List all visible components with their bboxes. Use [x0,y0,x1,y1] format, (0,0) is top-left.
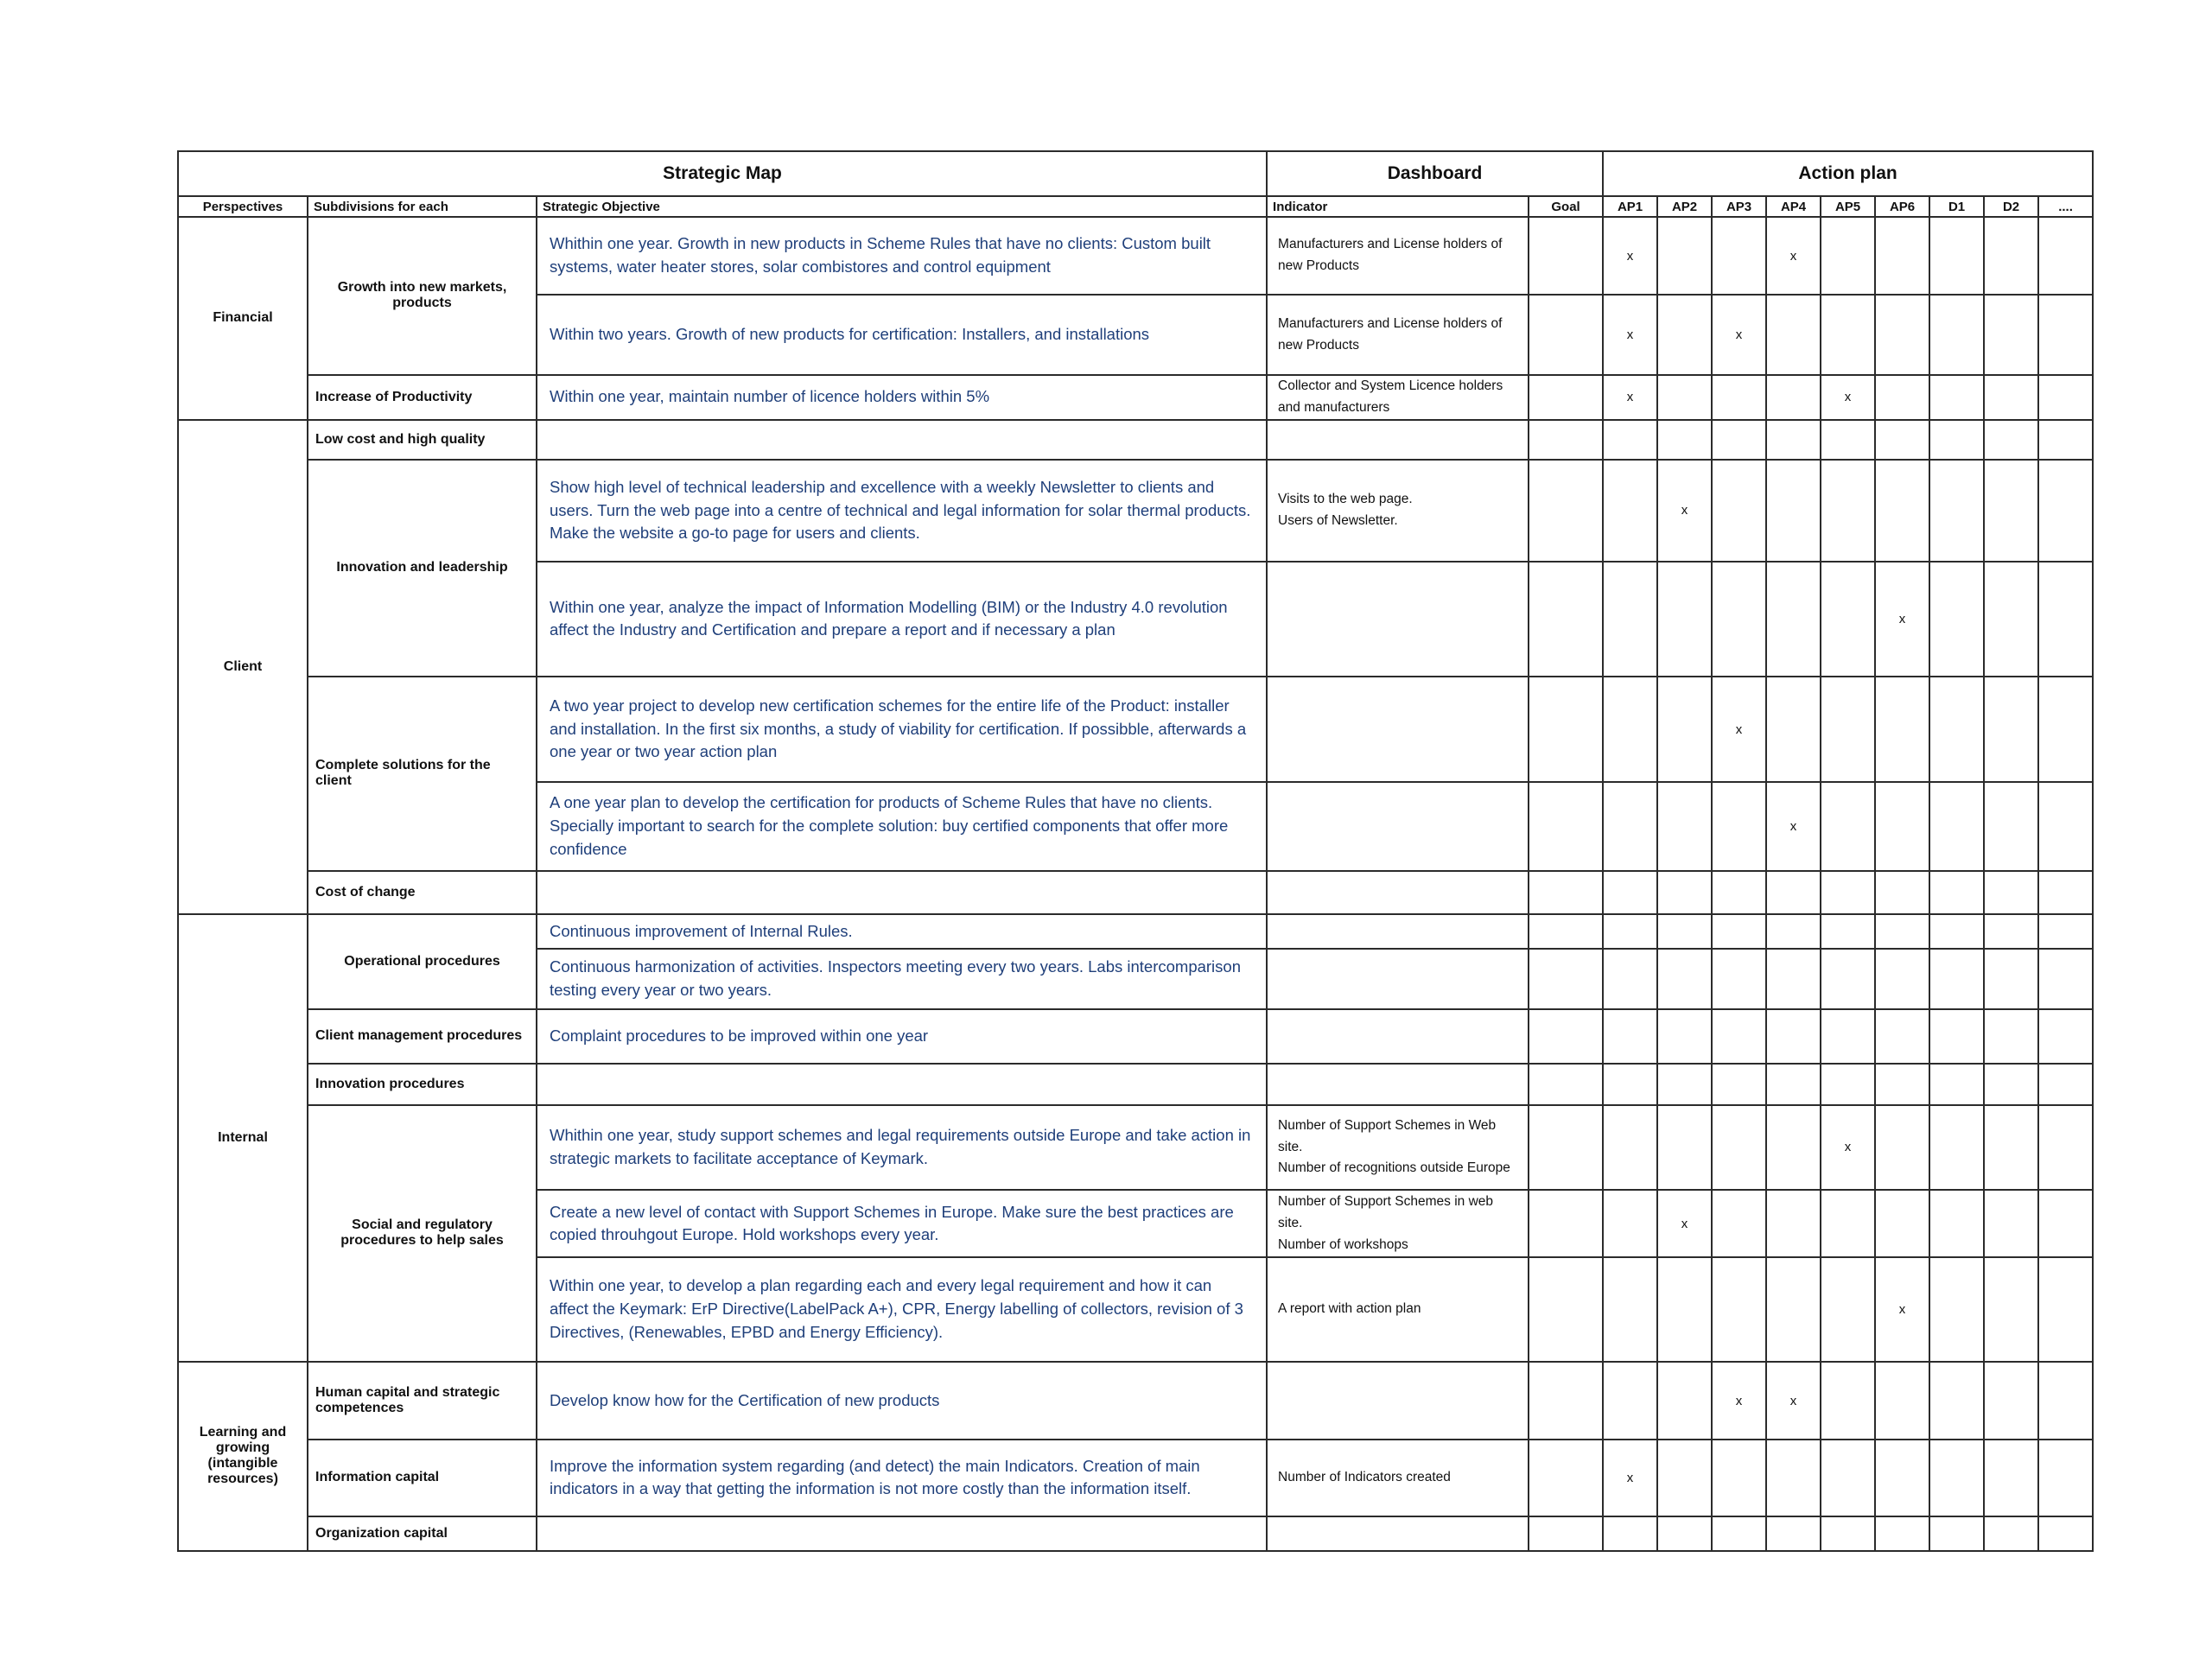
action-cell-ap5 [1821,1064,1875,1105]
indicator-cell [1267,871,1529,914]
indicator-cell: A report with action plan [1267,1257,1529,1361]
action-cell-d2 [1984,1105,2038,1190]
action-cell-ap4 [1766,871,1821,914]
action-cell-d1 [1929,295,1984,374]
action-cell-ap3 [1712,375,1766,420]
col-more: .... [2038,196,2093,217]
action-cell-ap3 [1712,677,1766,783]
action-cell-ap5 [1821,1362,1875,1440]
action-cell-d2 [1984,1362,2038,1440]
action-cell-ap3 [1712,420,1766,460]
action-cell-ap6 [1875,1362,1929,1440]
indicator-cell [1267,677,1529,783]
indicator-cell: Collector and System Licence holders and manufacturers [1267,375,1529,420]
goal-cell [1529,420,1603,460]
action-cell-ap6 [1875,1009,1929,1063]
col-ap3: AP3 [1712,196,1766,217]
action-cell-d1 [1929,782,1984,870]
indicator-cell [1267,562,1529,677]
action-cell-ap2 [1657,460,1712,562]
action-mark: x [1898,1302,1906,1318]
action-cell-d1 [1929,949,1984,1009]
action-cell-d2 [1984,1516,2038,1551]
subdivision-cell: Innovation procedures [308,1064,537,1105]
objective-cell: Within one year, to develop a plan regarding each and every legal requirement and how it can affect the Keymark: ErP Directive(LabelPack A+), CPR, Energy labelling of collectors, revision of 3 Directives, (Renewables, EPBD and Energy Efficiency). [537,1257,1267,1361]
column-header-row [178,196,2093,217]
action-cell-ap5 [1821,375,1875,420]
indicator-cell [1267,1064,1529,1105]
col-d1: D1 [1929,196,1984,217]
objective-cell: Within two years. Growth of new products for certification: Installers, and installations [537,295,1267,374]
action-mark: x [1626,390,1634,405]
goal-cell [1529,375,1603,420]
col-objective: Strategic Objective [537,196,1267,217]
goal-cell [1529,1190,1603,1257]
action-cell-ap5 [1821,1516,1875,1551]
action-cell-ap5 [1821,1257,1875,1361]
action-cell-ap5 [1821,1009,1875,1063]
action-cell-ap1 [1603,295,1657,374]
perspective-cell: Client [178,420,308,914]
goal-cell [1529,871,1603,914]
action-cell-ap2 [1657,1516,1712,1551]
action-mark: x [1626,248,1634,264]
strategic-map-header: Strategic Map [178,151,1267,196]
action-cell- [2038,1362,2093,1440]
action-cell-ap1 [1603,949,1657,1009]
action-cell-ap2 [1657,782,1712,870]
action-cell-ap3 [1712,1105,1766,1190]
action-cell-ap3 [1712,1190,1766,1257]
action-cell-ap4 [1766,420,1821,460]
action-mark: x [1626,1470,1634,1485]
action-cell-d2 [1984,460,2038,562]
action-cell-ap4 [1766,295,1821,374]
action-cell-d2 [1984,420,2038,460]
table-row [178,420,2093,460]
action-cell-ap4 [1766,1257,1821,1361]
action-cell-ap5 [1821,460,1875,562]
action-cell- [2038,562,2093,677]
action-cell-ap6 [1875,1064,1929,1105]
objective-cell: Within one year, analyze the impact of Information Modelling (BIM) or the Industry 4.0 revolution affect the Industry and Certification and prepare a report and if necessary a plan [537,562,1267,677]
action-cell-ap3 [1712,295,1766,374]
subdivision-cell: Innovation and leadership [308,460,537,677]
indicator-cell: Visits to the web page. Users of Newsletter. [1267,460,1529,562]
action-cell-ap5 [1821,295,1875,374]
goal-cell [1529,460,1603,562]
action-cell- [2038,1105,2093,1190]
goal-cell [1529,217,1603,295]
action-cell-ap5 [1821,949,1875,1009]
action-cell-d2 [1984,1257,2038,1361]
indicator-cell [1267,949,1529,1009]
action-cell-ap5 [1821,914,1875,949]
col-d2: D2 [1984,196,2038,217]
action-cell-ap1 [1603,1257,1657,1361]
table-row [178,217,2093,295]
action-cell-ap4 [1766,217,1821,295]
table-row [178,1516,2093,1551]
action-cell- [2038,1440,2093,1516]
action-cell-d1 [1929,217,1984,295]
action-cell-ap4 [1766,460,1821,562]
action-cell-ap5 [1821,1105,1875,1190]
action-cell-ap2 [1657,1257,1712,1361]
objective-cell: Improve the information system regarding (and detect) the main Indicators. Creation of main indicators in a way that getting the information is not more costly than the information itself. [537,1440,1267,1516]
table-row [178,914,2093,949]
action-cell-d1 [1929,871,1984,914]
subdivision-cell: Information capital [308,1440,537,1516]
action-cell- [2038,677,2093,783]
perspective-cell: Financial [178,217,308,420]
indicator-cell: Manufacturers and License holders of new Products [1267,217,1529,295]
action-cell-ap6 [1875,914,1929,949]
goal-cell [1529,1516,1603,1551]
action-cell-ap6 [1875,949,1929,1009]
action-cell-d1 [1929,677,1984,783]
action-plan-header: Action plan [1603,151,2093,196]
action-cell-ap1 [1603,1105,1657,1190]
strategic-plan-table [177,150,2094,1552]
action-cell-d1 [1929,914,1984,949]
dashboard-header: Dashboard [1267,151,1603,196]
indicator-cell [1267,1009,1529,1063]
action-cell-ap3 [1712,1257,1766,1361]
action-cell-ap4 [1766,1516,1821,1551]
action-mark: x [1735,1393,1743,1408]
action-cell-ap6 [1875,782,1929,870]
action-cell-ap3 [1712,1009,1766,1063]
subdivision-cell: Human capital and strategic competences [308,1362,537,1440]
action-cell- [2038,1009,2093,1063]
indicator-cell: Number of Indicators created [1267,1440,1529,1516]
goal-cell [1529,677,1603,783]
objective-cell: Develop know how for the Certification of new products [537,1362,1267,1440]
action-cell-ap1 [1603,1362,1657,1440]
col-ap5: AP5 [1821,196,1875,217]
action-cell-ap1 [1603,1440,1657,1516]
goal-cell [1529,1440,1603,1516]
action-cell-d1 [1929,1516,1984,1551]
action-cell-ap6 [1875,375,1929,420]
action-cell-ap2 [1657,1440,1712,1516]
col-ap4: AP4 [1766,196,1821,217]
action-cell-ap5 [1821,420,1875,460]
table-row [178,1362,2093,1440]
col-ap2: AP2 [1657,196,1712,217]
objective-cell: A two year project to develop new certification schemes for the entire life of the Product: installer and installation. In the first six months, a study of viability for certification. If possibble, afterwards a one year or two year action plan [537,677,1267,783]
action-cell-ap3 [1712,949,1766,1009]
action-cell-ap4 [1766,1009,1821,1063]
action-cell- [2038,1190,2093,1257]
goal-cell [1529,914,1603,949]
action-cell-d2 [1984,1064,2038,1105]
action-cell-ap3 [1712,1362,1766,1440]
action-cell- [2038,871,2093,914]
table-row [178,677,2093,783]
action-cell-d2 [1984,782,2038,870]
action-cell-ap2 [1657,1190,1712,1257]
action-cell-ap4 [1766,677,1821,783]
action-cell- [2038,420,2093,460]
goal-cell [1529,1257,1603,1361]
action-cell-d1 [1929,1009,1984,1063]
subdivision-cell: Complete solutions for the client [308,677,537,871]
action-mark: x [1898,611,1906,626]
subdivision-cell: Client management procedures [308,1009,537,1063]
action-cell-ap3 [1712,1064,1766,1105]
action-cell- [2038,295,2093,374]
col-ap6: AP6 [1875,196,1929,217]
indicator-cell [1267,782,1529,870]
action-cell-d2 [1984,949,2038,1009]
action-mark: x [1735,721,1743,737]
table-body [178,217,2093,1551]
action-cell-ap1 [1603,1516,1657,1551]
action-cell-ap1 [1603,677,1657,783]
super-header-row [178,151,2093,196]
objective-cell [537,871,1267,914]
action-cell-ap6 [1875,460,1929,562]
action-cell-ap1 [1603,782,1657,870]
action-cell-ap2 [1657,375,1712,420]
action-cell-ap2 [1657,295,1712,374]
action-cell-ap1 [1603,420,1657,460]
action-cell-ap1 [1603,1064,1657,1105]
subdivision-cell: Organization capital [308,1516,537,1551]
action-cell-ap2 [1657,677,1712,783]
action-cell-ap1 [1603,871,1657,914]
action-cell-ap3 [1712,871,1766,914]
table-row [178,375,2093,420]
col-indicator: Indicator [1267,196,1529,217]
strategic-plan-sheet [177,150,2091,1552]
action-cell- [2038,1257,2093,1361]
action-cell-d1 [1929,1064,1984,1105]
action-cell-ap1 [1603,914,1657,949]
action-cell-ap2 [1657,914,1712,949]
action-cell-ap4 [1766,562,1821,677]
action-mark: x [1789,1393,1797,1408]
action-cell-ap5 [1821,1440,1875,1516]
goal-cell [1529,1362,1603,1440]
subdivision-cell: Low cost and high quality [308,420,537,460]
action-cell-ap3 [1712,1440,1766,1516]
action-cell-ap2 [1657,217,1712,295]
goal-cell [1529,562,1603,677]
action-mark: x [1844,390,1852,405]
action-cell-ap4 [1766,1105,1821,1190]
action-cell-ap3 [1712,1516,1766,1551]
action-cell-ap5 [1821,871,1875,914]
action-cell-d1 [1929,1362,1984,1440]
action-cell- [2038,460,2093,562]
action-cell-ap3 [1712,217,1766,295]
objective-cell: Whithin one year, study support schemes and legal requirements outside Europe and take action in strategic markets to facilitate acceptance of Keymark. [537,1105,1267,1190]
action-cell-ap4 [1766,1362,1821,1440]
action-cell-ap6 [1875,1440,1929,1516]
table-row [178,1440,2093,1516]
action-cell- [2038,217,2093,295]
action-cell-d2 [1984,1009,2038,1063]
objective-cell: Within one year, maintain number of licence holders within 5% [537,375,1267,420]
col-goal: Goal [1529,196,1603,217]
action-cell-ap5 [1821,677,1875,783]
action-cell-d2 [1984,562,2038,677]
action-cell-ap4 [1766,914,1821,949]
objective-cell [537,1516,1267,1551]
indicator-cell [1267,1516,1529,1551]
action-cell-ap1 [1603,1190,1657,1257]
action-mark: x [1681,503,1688,518]
action-cell-ap2 [1657,1064,1712,1105]
action-cell-d1 [1929,562,1984,677]
action-cell-ap2 [1657,1362,1712,1440]
action-cell-ap1 [1603,460,1657,562]
action-cell-ap6 [1875,420,1929,460]
action-cell-ap2 [1657,1009,1712,1063]
action-cell-d1 [1929,460,1984,562]
action-cell-ap6 [1875,295,1929,374]
action-cell-d1 [1929,1105,1984,1190]
goal-cell [1529,295,1603,374]
action-cell-ap6 [1875,217,1929,295]
action-cell-d2 [1984,217,2038,295]
action-cell-ap1 [1603,217,1657,295]
action-mark: x [1789,248,1797,264]
objective-cell: Whithin one year. Growth in new products in Scheme Rules that have no clients: Custom built systems, water heater stores, solar combistores and control equipment [537,217,1267,295]
action-cell-d1 [1929,1440,1984,1516]
action-cell-ap2 [1657,949,1712,1009]
action-cell-ap6 [1875,1190,1929,1257]
action-cell-ap1 [1603,1009,1657,1063]
action-cell-d1 [1929,1190,1984,1257]
objective-cell: Continuous improvement of Internal Rules. [537,914,1267,949]
action-cell-ap2 [1657,871,1712,914]
action-cell-ap4 [1766,1440,1821,1516]
action-mark: x [1681,1216,1688,1231]
action-cell-ap3 [1712,782,1766,870]
action-mark: x [1626,327,1634,343]
col-subdivisions: Subdivisions for each [308,196,537,217]
action-cell-ap1 [1603,562,1657,677]
action-cell-ap3 [1712,914,1766,949]
action-cell-ap5 [1821,562,1875,677]
table-row [178,1009,2093,1063]
objective-cell: Continuous harmonization of activities. Inspectors meeting every two years. Labs intercomparison testing every year or two years. [537,949,1267,1009]
action-cell- [2038,1516,2093,1551]
action-cell-ap1 [1603,375,1657,420]
action-cell-ap2 [1657,1105,1712,1190]
goal-cell [1529,949,1603,1009]
objective-cell: Create a new level of contact with Support Schemes in Europe. Make sure the best practices are copied throuhgout Europe. Hold workshops every year. [537,1190,1267,1257]
action-cell-ap5 [1821,217,1875,295]
goal-cell [1529,782,1603,870]
table-row [178,460,2093,562]
action-cell-d2 [1984,295,2038,374]
objective-cell: A one year plan to develop the certification for products of Scheme Rules that have no clients. Specially important to search for the complete solution: buy certified components that offer more confidence [537,782,1267,870]
table-row [178,1064,2093,1105]
subdivision-cell: Growth into new markets, products [308,217,537,375]
action-cell-ap6 [1875,1257,1929,1361]
objective-cell: Complaint procedures to be improved within one year [537,1009,1267,1063]
action-cell-d2 [1984,1190,2038,1257]
action-cell-d2 [1984,677,2038,783]
action-cell-ap3 [1712,460,1766,562]
indicator-cell: Number of Support Schemes in web site. Number of workshops [1267,1190,1529,1257]
action-cell-d2 [1984,871,2038,914]
indicator-cell: Number of Support Schemes in Web site. Number of recognitions outside Europe [1267,1105,1529,1190]
action-cell- [2038,949,2093,1009]
action-cell-d1 [1929,420,1984,460]
goal-cell [1529,1064,1603,1105]
action-cell- [2038,375,2093,420]
action-cell-ap6 [1875,677,1929,783]
action-cell-d2 [1984,914,2038,949]
subdivision-cell: Operational procedures [308,914,537,1009]
action-mark: x [1789,818,1797,834]
indicator-cell [1267,914,1529,949]
action-cell-ap3 [1712,562,1766,677]
action-cell-ap4 [1766,1064,1821,1105]
action-cell-ap6 [1875,1516,1929,1551]
subdivision-cell: Increase of Productivity [308,375,537,420]
action-cell-ap6 [1875,871,1929,914]
action-cell-ap4 [1766,949,1821,1009]
action-mark: x [1735,327,1743,343]
indicator-cell [1267,420,1529,460]
indicator-cell: Manufacturers and License holders of new Products [1267,295,1529,374]
action-cell-d1 [1929,375,1984,420]
action-cell-ap2 [1657,562,1712,677]
action-cell-d1 [1929,1257,1984,1361]
action-cell-ap6 [1875,562,1929,677]
col-perspectives: Perspectives [178,196,308,217]
action-cell-d2 [1984,1440,2038,1516]
table-row [178,1105,2093,1190]
action-cell- [2038,1064,2093,1105]
action-cell-ap6 [1875,1105,1929,1190]
action-mark: x [1844,1140,1852,1155]
action-cell- [2038,914,2093,949]
goal-cell [1529,1105,1603,1190]
objective-cell: Show high level of technical leadership and excellence with a weekly Newsletter to clients and users. Turn the web page into a centre of technical and legal information for solar thermal products. Make the website a go-to page for users and clients. [537,460,1267,562]
perspective-cell: Learning and growing (intangible resources) [178,1362,308,1551]
indicator-cell [1267,1362,1529,1440]
objective-cell [537,420,1267,460]
subdivision-cell: Social and regulatory procedures to help sales [308,1105,537,1362]
goal-cell [1529,1009,1603,1063]
col-ap1: AP1 [1603,196,1657,217]
perspective-cell: Internal [178,914,308,1362]
action-cell-d2 [1984,375,2038,420]
objective-cell [537,1064,1267,1105]
action-cell-ap4 [1766,375,1821,420]
action-cell- [2038,782,2093,870]
subdivision-cell: Cost of change [308,871,537,914]
action-cell-ap5 [1821,1190,1875,1257]
action-cell-ap5 [1821,782,1875,870]
table-row [178,871,2093,914]
action-cell-ap4 [1766,1190,1821,1257]
action-cell-ap4 [1766,782,1821,870]
action-cell-ap2 [1657,420,1712,460]
